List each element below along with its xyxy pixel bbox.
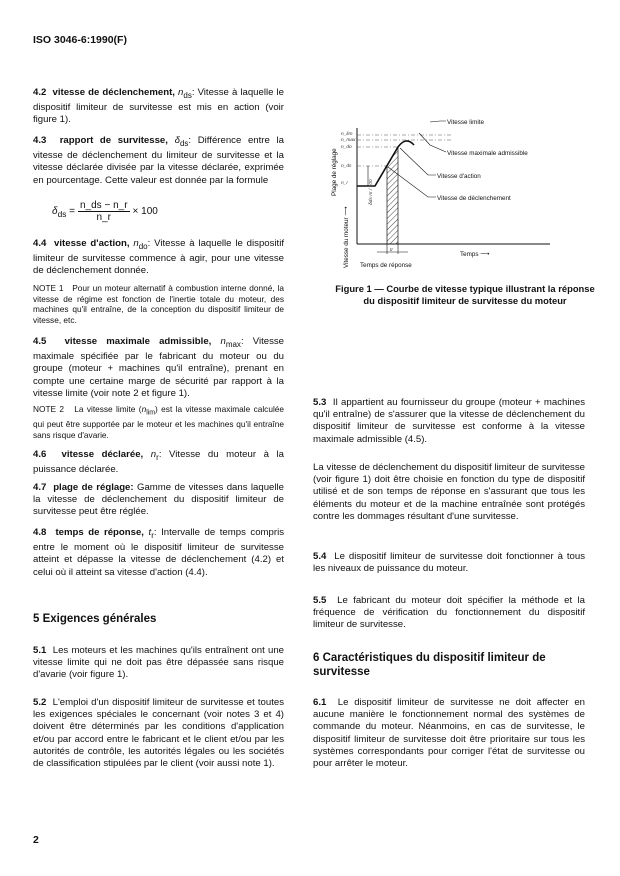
n-max-label: n_max xyxy=(341,138,356,143)
label-vitesse-action: Vitesse d'action xyxy=(437,173,481,180)
label-vitesse-max: Vitesse maximale admissible xyxy=(447,150,528,157)
clause-5-2: 5.2 L'emploi d'un dispositif limiteur de survitesse et toutes les exigences spéciales le concernant (voir notes 3 et 4) doivent être déterminés par les conditions d'application et/ou par accord entre le fabricant et le client et/ou par les autorités de contrôle, les autorités légales ou les sociétés de classification stipulées par le client (voir aussi note 1). xyxy=(33,697,284,770)
clause-4-6: 4.6 vitesse déclarée, $n_r$: Vitesse du moteur à la puissance déclarée. xyxy=(33,449,284,476)
label-vitesse-limite: Vitesse limite xyxy=(447,119,484,126)
plage-de-reglage-label: Plage de réglage xyxy=(331,148,338,196)
n-lim-label: n_lim xyxy=(341,132,353,137)
figure-caption: Figure 1 — Courbe de vitesse typique illustrant la réponse du dispositif limiteur de survitesse du moteur xyxy=(335,283,595,306)
clause-5-5: 5.5 Le fabricant du moteur doit spécifier la méthode et la fréquence de vérification du fonctionnement du dispositif limiteur de survitesse. xyxy=(313,595,585,631)
delta-label: δds·nr / 100 xyxy=(369,179,374,205)
clause-6-1: 6.1 Le dispositif limiteur de survitesse ne doit affecter en aucune manière le fonctionnement normal des systèmes de commande du moteur. Néanmoins, en cas de survitesse, le dispositif limiteur de survitesse doit être prioritaire sur tous les systèmes correspondants pour corriger l'état de survitesse ou pour arrêter le moteur. xyxy=(313,697,585,770)
figure-1 xyxy=(330,100,600,280)
n-ds-label: n_ds xyxy=(341,164,352,169)
note-1: NOTE 1 Pour un moteur alternatif à combustion interne donné, la vitesse de régime est fonction de l'inertie totale du moteur, des machines qu'il entraîne, de la conception du dispositif limiteur de vitesse, etc. xyxy=(33,283,284,325)
section-6-heading: 6 Caractéristiques du dispositif limiteur de survitesse xyxy=(313,652,546,678)
reference-lines xyxy=(357,135,453,166)
clause-4-8: 4.8 temps de réponse, $t_r$: Intervalle de temps compris entre le moment où le dispositif limiteur de survitesse atteint et dépasse la vitesse de déclenchement (4.2) et celui où il atteint sa vitesse d'action (4.4). xyxy=(33,527,284,578)
clause-5-1: 5.1 Les moteurs et les machines qu'ils entraînent ont une vitesse limite qui ne doit pas être dépassée sans risque d'avarie (voir figure 1). xyxy=(33,645,284,681)
speed-curve xyxy=(357,141,414,186)
axes xyxy=(357,128,550,244)
note-2: NOTE 2 La vitesse limite $(n_{lim})$ est la vitesse maximale calculée qui peut être supportée par le moteur et les machines qu'il entraîne sans risque d'avarie. xyxy=(33,404,285,440)
n-r-label: n_r xyxy=(341,181,348,186)
clause-5-3-paragraph: La vitesse de déclenchement du dispositif limiteur de survitesse (voir figure 1) doit être choisie en fonction du type de dispositif utilisé et de son temps de réponse en s'assurant que tous les éléments du moteur et de la machine entraînée sont protégés contre les dommages résultant d'une survitesse. xyxy=(313,462,585,522)
formula: $\delta_{ds}$ = $\frac{n\_ds - n\_r}{n\_r}$ × 100 xyxy=(52,200,158,223)
clause-4-3: 4.3 rapport de survitesse, $\delta_{ds}$: Différence entre la vitesse de déclenchement du limiteur de survitesse et la vitesse déclarée divisée par la vitesse déclarée, exprimée en pourcentage. Cette valeur est donnée par la formule xyxy=(33,135,284,186)
tr-label: tr xyxy=(390,248,393,253)
clause-4-2: 4.2 vitesse de déclenchement, $n_{ds}$: Vitesse à laquelle le dispositif limiteur de survitesse est mis en action (voir figure 1). xyxy=(33,87,284,126)
label-temps-reponse: Temps de réponse xyxy=(360,262,412,269)
page-number: 2 xyxy=(33,834,39,846)
n-do-label: n_do xyxy=(341,145,352,150)
label-vitesse-declenchement: Vitesse de déclenchement xyxy=(437,195,511,202)
clause-4-5: 4.5 vitesse maximale admissible, $n_{max}$: Vitesse maximale spécifiée par le fabricant du moteur ou du groupe (moteur + machines qu'il entraîne), prenant en compte une certaine marge de sécurité par rapport à la vitesse limite (voir note 2 et figure 1). xyxy=(33,336,285,399)
label-temps: Temps ⟶ xyxy=(460,251,490,258)
section-5-heading: 5 Exigences générales xyxy=(33,613,157,625)
document-header: ISO 3046-6:1990(F) xyxy=(33,34,127,46)
clause-5-4: 5.4 Le dispositif limiteur de survitesse doit fonctionner à tous les niveaux de puissance du moteur. xyxy=(313,551,585,575)
y-axis-label: Vitesse du moteur ⟶ xyxy=(343,206,350,268)
clause-4-7: 4.7 plage de réglage: Gamme de vitesses dans laquelle la vitesse de déclenchement du dispositif limiteur de survitesse peut être réglée. xyxy=(33,482,284,518)
clause-5-3: 5.3 Il appartient au fournisseur du groupe (moteur + machines qu'il entraîne) de s'assurer que la vitesse de déclenchement du dispositif limiteur de survitesse est conforme à la vitesse maximale admissible (4.5). xyxy=(313,397,585,445)
clause-4-4: 4.4 vitesse d'action, $n_{do}$: Vitesse à laquelle le dispositif limiteur de survitesse commence à agir, pour une vitesse de déclenchement donnée. xyxy=(33,238,285,277)
